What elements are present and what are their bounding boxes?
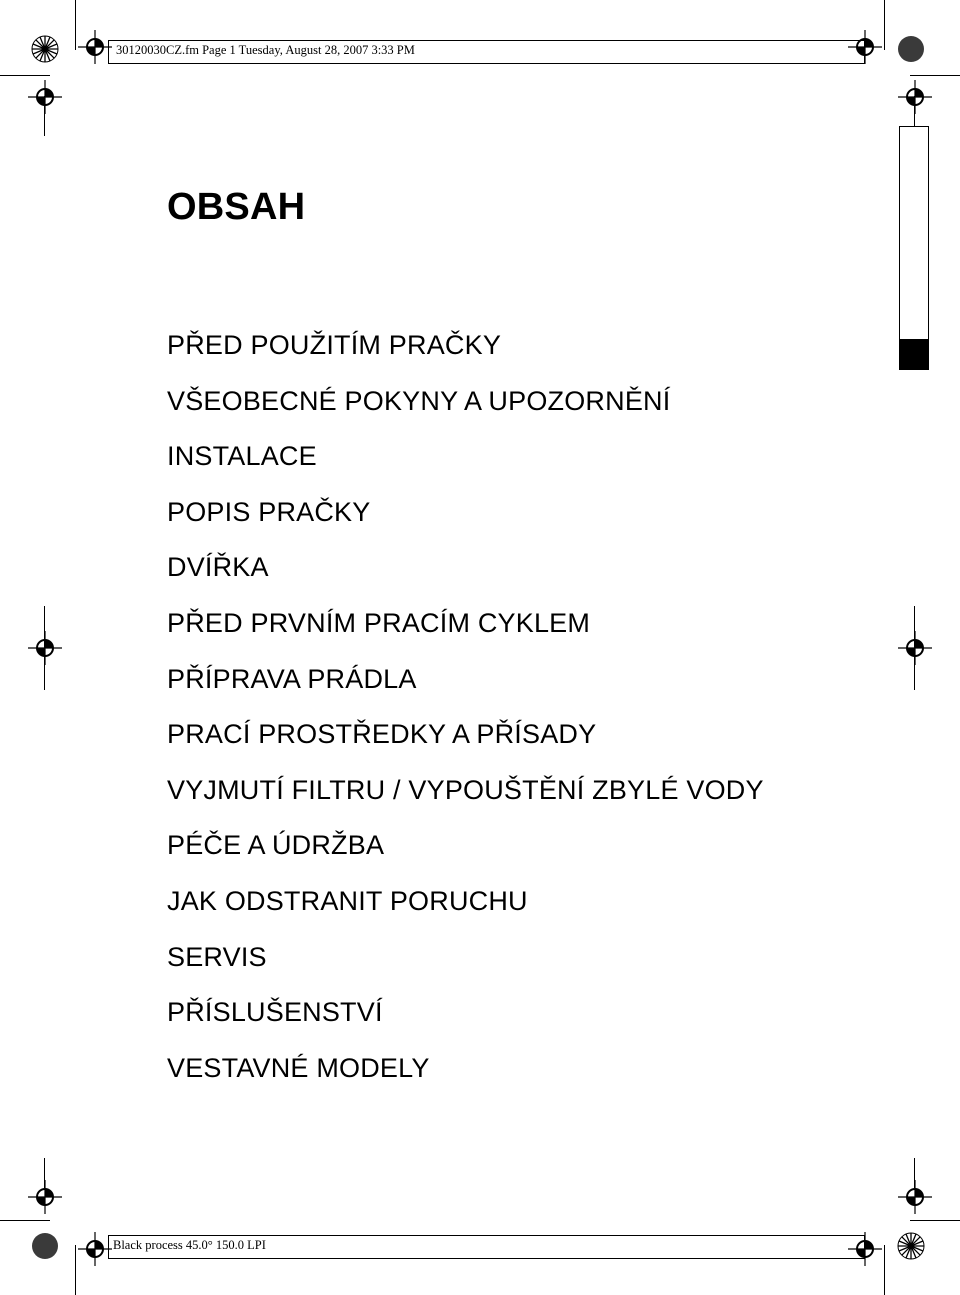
guide-line: [914, 606, 915, 690]
toc-item: PŘED PRVNÍM PRACÍM CYKLEM: [167, 607, 591, 638]
toc-item: PRACÍ PROSTŘEDKY A PŘÍSADY: [167, 719, 597, 750]
crop-mark: [75, 0, 76, 50]
toc-item: DVÍŘKA: [167, 552, 269, 583]
gray-disc-icon: [31, 1232, 59, 1260]
guide-line: [44, 96, 45, 136]
toc-item: VESTAVNÉ MODELY: [167, 1052, 430, 1083]
crop-mark: [910, 1220, 960, 1221]
star-wheel-icon: [897, 1232, 925, 1260]
crop-mark: [884, 0, 885, 50]
toc-item: INSTALACE: [167, 441, 317, 472]
header-slug: 30120030CZ.fm Page 1 Tuesday, August 28, 2007 3:33 PM: [116, 43, 415, 57]
toc-item: PŘÍPRAVA PRÁDLA: [167, 663, 417, 694]
crop-mark: [0, 1220, 50, 1221]
registration-mark-icon: [78, 30, 112, 64]
crop-mark: [884, 1245, 885, 1295]
table-of-contents: [167, 318, 764, 1096]
toc-item: JAK ODSTRANIT PORUCHU: [167, 885, 528, 916]
footer-slug: Black process 45.0° 150.0 LPI: [113, 1238, 266, 1252]
toc-item: PŘÍSLUŠENSTVÍ: [167, 997, 383, 1028]
star-wheel-icon: [31, 35, 59, 63]
crop-mark: [0, 75, 50, 76]
guide-line: [44, 606, 45, 690]
registration-mark-icon: [848, 30, 882, 64]
crop-mark: [75, 1245, 76, 1295]
registration-mark-icon: [898, 1180, 932, 1214]
guide-line: [914, 96, 915, 126]
color-bar: [899, 126, 929, 370]
registration-mark-icon: [28, 631, 62, 665]
toc-item: VYJMUTÍ FILTRU / VYPOUŠTĚNÍ ZBYLÉ VODY: [167, 774, 764, 805]
toc-item: PÉČE A ÚDRŽBA: [167, 830, 385, 861]
crop-mark: [910, 75, 960, 76]
registration-mark-icon: [78, 1232, 112, 1266]
guide-line: [914, 1158, 915, 1188]
registration-mark-icon: [28, 1180, 62, 1214]
page-title: OBSAH: [167, 186, 306, 228]
registration-mark-icon: [898, 80, 932, 114]
toc-item: VŠEOBECNÉ POKYNY A UPOZORNĚNÍ: [167, 385, 671, 416]
registration-mark-icon: [848, 1232, 882, 1266]
gray-disc-icon: [897, 35, 925, 63]
registration-mark-icon: [28, 80, 62, 114]
color-bar-black-patch: [900, 339, 928, 369]
toc-item: SERVIS: [167, 941, 267, 972]
toc-item: POPIS PRAČKY: [167, 496, 371, 527]
toc-item: PŘED POUŽITÍM PRAČKY: [167, 330, 502, 360]
registration-mark-icon: [898, 631, 932, 665]
guide-line: [44, 1158, 45, 1188]
